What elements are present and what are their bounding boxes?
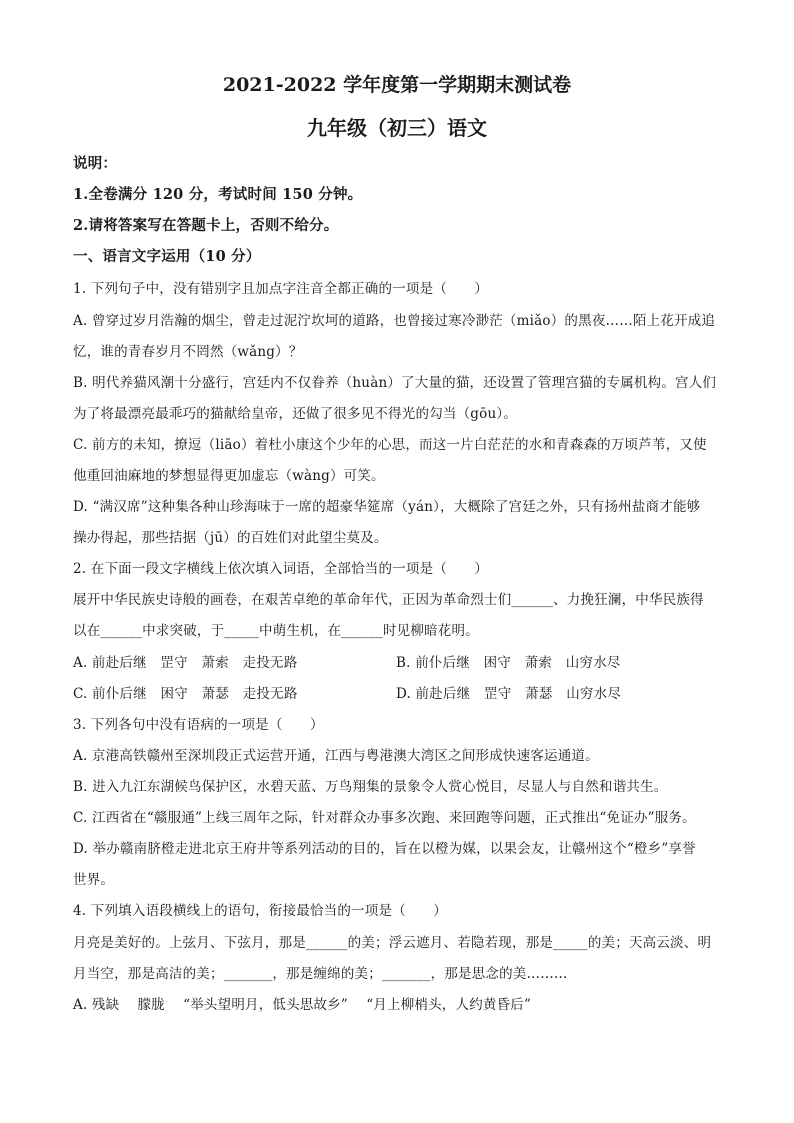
exam-subtitle: 九年级（初三）语文 [307,116,487,140]
q4-option-a: A. 残缺 朦胧 “举头望明月，低头思故乡” “月上柳梢头，人约黄昏后” [73,997,532,1013]
q3-option-c: C. 江西省在“赣服通”上线三周年之际，针对群众办事多次跑、来回跑等问题，正式推出“免证办”服务。 [73,810,696,826]
q1-stem: 1. 下列句子中，没有错别字且加点字注音全都正确的一项是（ ） [73,281,489,297]
q2-passage-line1: 展开中华民族史诗般的画卷，在艰苦卓绝的革命年代，正因为革命烈士们______、力挽狂澜，中华民族得 [73,592,704,608]
note-item-2: 2.请将答案写在答题卡上，否则不给分。 [73,217,339,234]
q1-option-d-line2: 操办得起，那些拮据（jū）的百姓们对此望尘莫及。 [73,530,388,546]
q4-passage-line2: 月当空，那是高洁的美；_______，那是缠绵的美；_______，那是思念的美……… [73,966,568,982]
q4-stem: 4. 下列填入语段横线上的语句，衔接最恰当的一项是（ ） [73,903,447,919]
q4-passage-line1: 月亮是美好的。上弦月、下弦月，那是______的美；浮云遮月、若隐若现，那是_____的美；天高云淡、明 [73,935,712,951]
q1-option-b-line2: 为了将最漂亮最乖巧的猫献给皇帝，还做了很多见不得光的勾当（gōu）。 [73,406,518,422]
exam-title: 2021-2022 学年度第一学期期末测试卷 [222,74,572,96]
q2-option-d: D. 前赴后继 罡守 萧瑟 山穷水尽 [396,686,622,702]
q3-option-d-line2: 世界。 [73,872,115,888]
q1-option-d-line1: D. “满汉席”这种集各种山珍海味于一席的超豪华筵席（yán），大概除了宫廷之外，只有扬州盐商才能够 [73,499,701,515]
q1-option-b-line1: B. 明代养猫风潮十分盛行，宫廷内不仅眷养（huàn）了大量的猫，还设置了管理宫猫的专属机构。宫人们 [73,375,717,391]
q1-option-a-line2: 忆，谁的青春岁月不罔然（wǎng）？ [73,344,303,360]
q3-option-d-line1: D. 举办赣南脐橙走进北京王府井等系列活动的目的，旨在以橙为媒，以果会友，让赣州这个“橙乡”享誉 [73,841,696,857]
q1-option-c-line2: 他重回油麻地的梦想显得更加虚忘（wàng）可笑。 [73,468,385,484]
q2-passage-line2: 以在______中求突破，于_____中萌生机，在______时见柳暗花明。 [73,623,479,639]
q3-option-a: A. 京港高铁赣州至深圳段正式运营开通，江西与粤港澳大湾区之间形成快速客运通道。 [73,748,599,764]
q2-option-c: C. 前仆后继 困守 萧瑟 走投无路 [73,686,298,702]
q3-stem: 3. 下列各句中没有语病的一项是（ ） [73,717,324,733]
q3-option-b: B. 进入九江东湖候鸟保护区，水碧天蓝、万鸟翔集的景象令人赏心悦目，尽显人与自然和谐共生。 [73,779,668,795]
q1-option-a-line1: A. 曾穿过岁月浩瀚的烟尘，曾走过泥泞坎坷的道路，也曾接过寒冷渺茫（miǎo）的黑夜……陌上花开成追 [73,313,716,329]
note-item-1: 1.全卷满分 120 分，考试时间 150 分钟。 [73,186,363,203]
q2-option-a: A. 前赴后继 罡守 萧索 走投无路 [73,655,298,671]
q1-option-c-line1: C. 前方的未知，撩逗（liāo）着杜小康这个少年的心思，而这一片白茫茫的水和青森森的万顷芦苇，又使 [73,437,707,453]
notes-label: 说明： [73,155,118,172]
q2-option-b: B. 前仆后继 困守 萧索 山穷水尽 [396,655,621,671]
section-heading: 一、语言文字运用（10 分） [73,248,261,265]
q2-stem: 2. 在下面一段文字横线上依次填入词语，全部恰当的一项是（ ） [73,561,489,577]
